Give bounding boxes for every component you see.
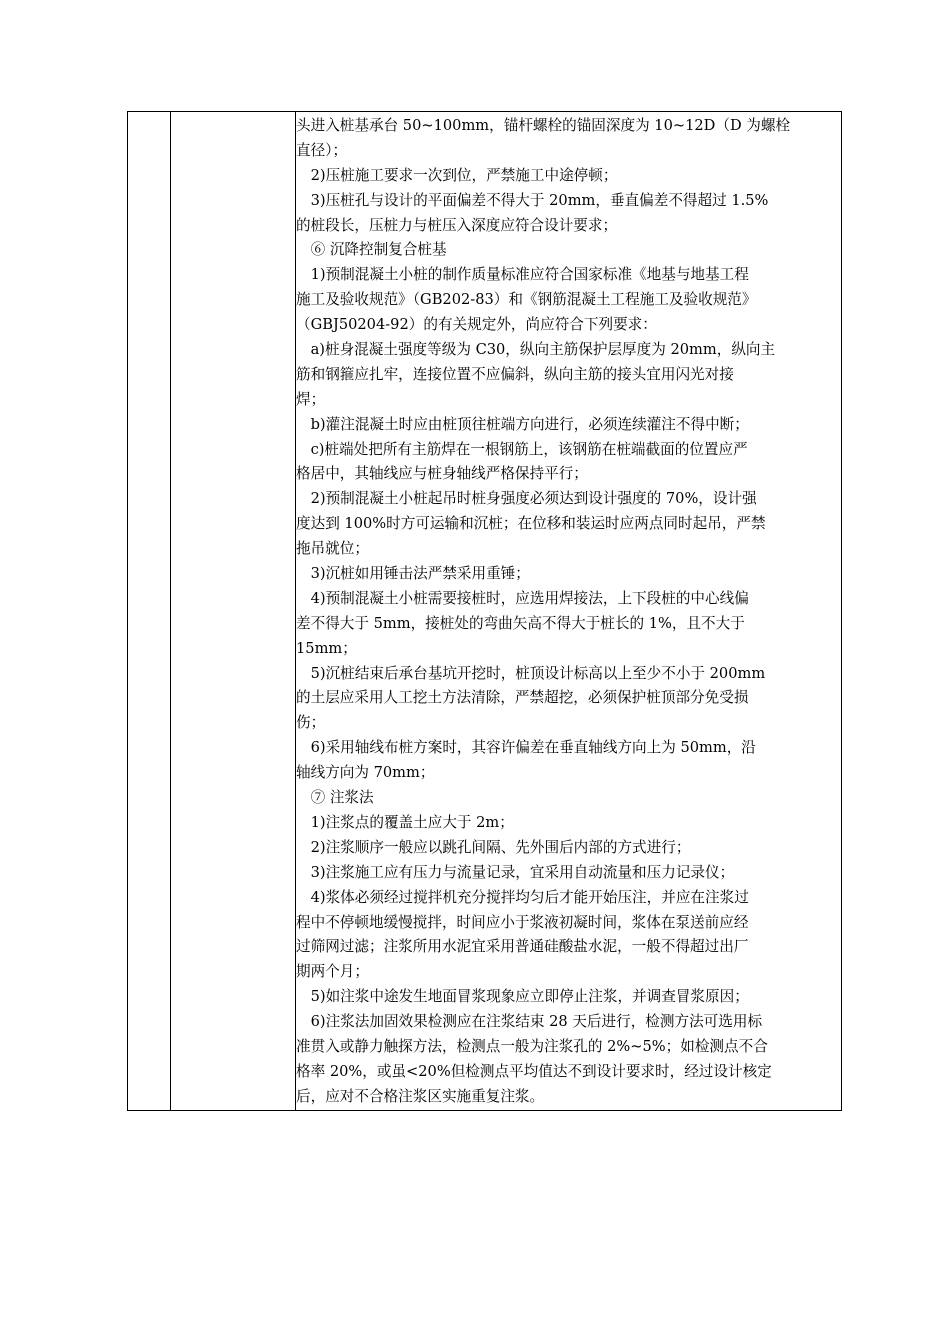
text-line: 4)浆体必须经过搅拌机充分搅拌均匀后才能开始压注，并应在注浆过 <box>296 888 749 906</box>
text-line: c)桩端处把所有主筋焊在一根钢筋上，该钢筋在桩端截面的位置应严 <box>296 440 748 458</box>
text-line: 期两个月； <box>296 963 369 981</box>
text-line: 6)采用轴线布桩方案时，其容许偏差在垂直轴线方向上为 50mm，沿 <box>296 739 756 757</box>
text-line: 直径）； <box>296 141 348 159</box>
text-line: 2)注浆顺序一般应以跳孔间隔、先外围后内部的方式进行； <box>296 838 691 856</box>
text-line: 差不得大于 5mm，接桩处的弯曲矢高不得大于桩长的 1%，且不大于 <box>296 614 745 632</box>
text-line: ⑦ 注浆法 <box>296 789 374 807</box>
text-line: 4)预制混凝土小桩需要接桩时，应选用焊接法，上下段桩的中心线偏 <box>296 589 749 607</box>
text-line: ⑥ 沉降控制复合桩基 <box>296 241 447 259</box>
text-line: 伤； <box>296 714 326 732</box>
text-line: 3)压桩孔与设计的平面偏差不得大于 20mm，垂直偏差不得超过 1.5% <box>296 191 769 209</box>
text-line: 焊； <box>296 390 326 408</box>
empty-cell-item <box>171 112 296 1111</box>
text-line: 1)预制混凝土小桩的制作质量标准应符合国家标准《地基与地基工程 <box>296 266 749 284</box>
empty-cell-index <box>128 112 171 1111</box>
text-line: 3)沉桩如用锤击法严禁采用重锤； <box>296 565 530 583</box>
text-line: 格居中，其轴线应与桩身轴线严格保持平行； <box>296 465 588 483</box>
text-line: 准贯入或静力触探方法，检测点一般为注浆孔的 2%~5%；如检测点不合 <box>296 1037 768 1055</box>
text-line: 2)预制混凝土小桩起吊时桩身强度必须达到设计强度的 70%，设计强 <box>296 490 757 508</box>
document-table <box>127 111 842 1111</box>
text-line: 头进入桩基承台 50~100mm，锚杆螺栓的锚固深度为 10~12D（D 为螺栓 <box>296 117 791 134</box>
text-line: 拖吊就位； <box>296 540 369 558</box>
text-line: 程中不停顿地缓慢搅拌，时间应小于浆液初凝时间，浆体在泵送前应经 <box>296 913 749 931</box>
text-line: 15mm； <box>296 639 357 657</box>
table-row <box>128 112 842 1111</box>
text-line: 的土层应采用人工挖土方法清除，严禁超挖，必须保护桩顶部分免受损 <box>296 689 749 707</box>
text-line: 6)注浆法加固效果检测应在注浆结束 28 天后进行，检测方法可选用标 <box>296 1013 763 1031</box>
text-line: a)桩身混凝土强度等级为 C30，纵向主筋保护层厚度为 20mm，纵向主 <box>296 341 776 359</box>
text-line: b)灌注混凝土时应由桩顶往桩端方向进行，必须连续灌注不得中断； <box>296 415 749 433</box>
text-line: 5)沉桩结束后承台基坑开挖时，桩顶设计标高以上至少不小于 200mm <box>296 664 766 682</box>
text-line: 的桩段长，压桩力与桩压入深度应符合设计要求； <box>296 216 618 234</box>
text-line: 3)注浆施工应有压力与流量记录，宜采用自动流量和压力记录仪； <box>296 863 735 881</box>
text-line: 度达到 100%时方可运输和沉桩；在位移和装运时应两点同时起吊，严禁 <box>296 515 766 533</box>
text-line: 1)注浆点的覆盖土应大于 2m； <box>296 813 514 831</box>
text-line: 后，应对不合格注浆区实施重复注浆。 <box>296 1087 545 1105</box>
text-line: 筋和钢箍应扎牢，连接位置不应偏斜，纵向主筋的接头宜用闪光对接 <box>296 365 734 383</box>
text-line: 格率 20%，或虽<20%但检测点平均值达不到设计要求时，经过设计核定 <box>296 1062 772 1080</box>
text-line: 轴线方向为 70mm； <box>296 764 435 782</box>
text-line: 施工及验收规范》（GB202-83）和《钢筋混凝土工程施工及验收规范》 <box>296 291 757 309</box>
content-cell <box>296 112 842 1111</box>
text-line: 2)压桩施工要求一次到位，严禁施工中途停顿； <box>296 166 618 184</box>
text-line: （GBJ50204-92）的有关规定外，尚应符合下列要求： <box>296 316 657 334</box>
text-line: 5)如注浆中途发生地面冒浆现象应立即停止注浆，并调查冒浆原因； <box>296 988 749 1006</box>
text-line: 过筛网过滤；注浆所用水泥宜采用普通硅酸盐水泥，一般不得超过出厂 <box>296 938 749 956</box>
